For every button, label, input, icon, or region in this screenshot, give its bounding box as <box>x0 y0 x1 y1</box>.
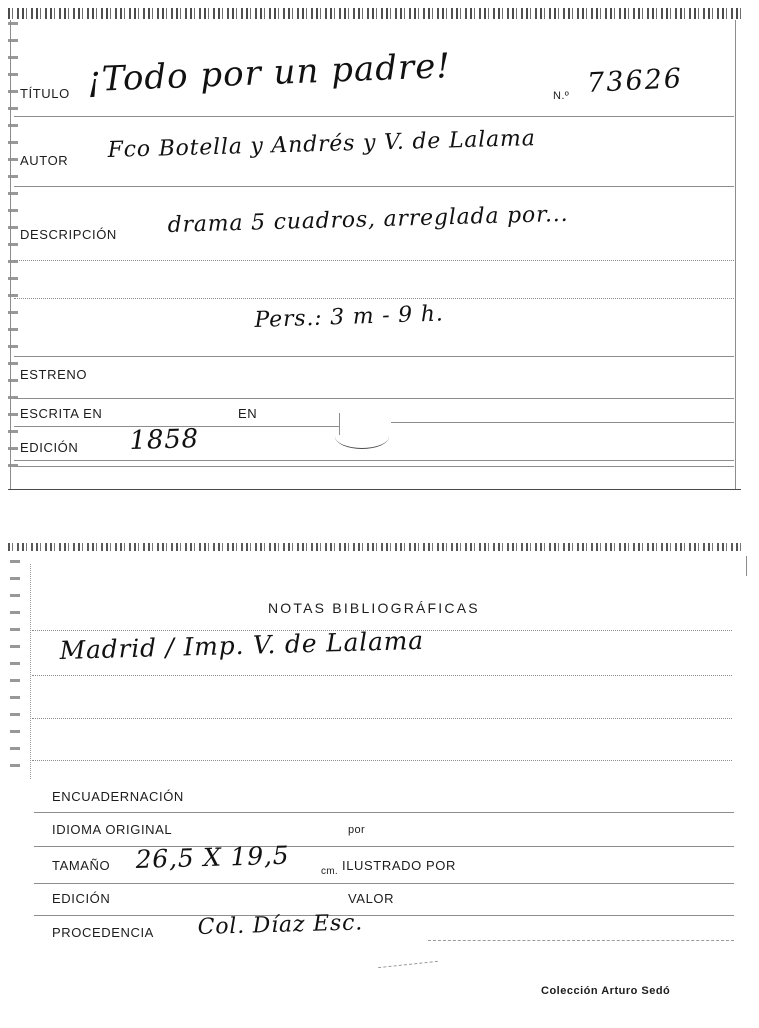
label-titulo: TÍTULO <box>20 86 70 101</box>
card-back-inner-left-border <box>30 564 31 779</box>
label-edicion-back: EDICIÓN <box>52 891 111 906</box>
label-por: por <box>348 824 366 836</box>
card-top-edge-texture <box>8 8 741 19</box>
value-tamano: 26,5 X 19,5 <box>135 840 290 874</box>
value-notas-bibliograficas: Madrid / Imp. V. de Lalama <box>59 625 425 665</box>
value-titulo: ¡Todo por un padre! <box>86 46 452 100</box>
collection-credit: Colección Arturo Sedó <box>541 985 671 997</box>
back-rule-4 <box>32 760 732 761</box>
catalog-card-back <box>8 540 741 1010</box>
label-estreno: ESTRENO <box>20 367 88 382</box>
value-autor: Fco Botella y Andrés y V. de Lalama <box>107 126 536 163</box>
label-escrita-en: ESCRITA EN <box>20 406 103 421</box>
rule-5 <box>14 356 734 357</box>
label-tamano: TAMAÑO <box>52 858 111 873</box>
label-encuadernacion: ENCUADERNACIÓN <box>52 789 184 804</box>
label-en: EN <box>238 406 258 421</box>
rule-1 <box>14 116 734 117</box>
rule-4 <box>14 298 734 299</box>
card-back-top-edge-texture <box>8 543 741 551</box>
pen-squiggle <box>335 424 389 449</box>
rule-7b <box>391 422 734 423</box>
card-front-bottom-border <box>8 489 741 490</box>
back-rule-9 <box>428 940 734 941</box>
back-rule-3 <box>32 718 732 719</box>
rule-8b <box>14 466 734 467</box>
label-tamano-unit: cm. <box>321 866 339 877</box>
back-rule-7 <box>34 883 734 884</box>
label-ilustrado-por: ILUSTRADO POR <box>342 858 456 873</box>
label-autor: AUTOR <box>20 153 69 168</box>
value-procedencia: Col. Díaz Esc. <box>197 910 364 940</box>
card-back-right-tick <box>746 556 747 576</box>
label-descripcion: DESCRIPCIÓN <box>20 227 117 242</box>
value-edicion: 1858 <box>129 424 200 456</box>
back-rule-8 <box>34 915 734 916</box>
value-personajes: Pers.: 3 m - 9 h. <box>254 301 444 333</box>
label-valor: VALOR <box>348 891 395 906</box>
label-numero: N.º <box>553 90 570 102</box>
rule-8 <box>14 460 734 461</box>
rule-2 <box>14 186 734 187</box>
card-right-border <box>735 20 736 490</box>
rule-3 <box>14 260 734 261</box>
pen-stroke-mark <box>378 961 438 968</box>
card-back-left-edge-texture <box>10 560 20 770</box>
label-procedencia: PROCEDENCIA <box>52 925 154 940</box>
notes-heading: NOTAS BIBLIOGRÁFICAS <box>268 600 480 616</box>
card-left-border <box>10 20 11 490</box>
catalog-card-front <box>8 8 741 490</box>
label-edicion: EDICIÓN <box>20 440 79 455</box>
rule-6 <box>14 398 734 399</box>
back-rule-5 <box>34 812 734 813</box>
label-idioma-original: IDIOMA ORIGINAL <box>52 822 173 837</box>
value-numero: 73626 <box>586 63 684 99</box>
back-rule-2 <box>32 675 732 676</box>
value-descripcion: drama 5 cuadros, arreglada por... <box>167 201 569 238</box>
